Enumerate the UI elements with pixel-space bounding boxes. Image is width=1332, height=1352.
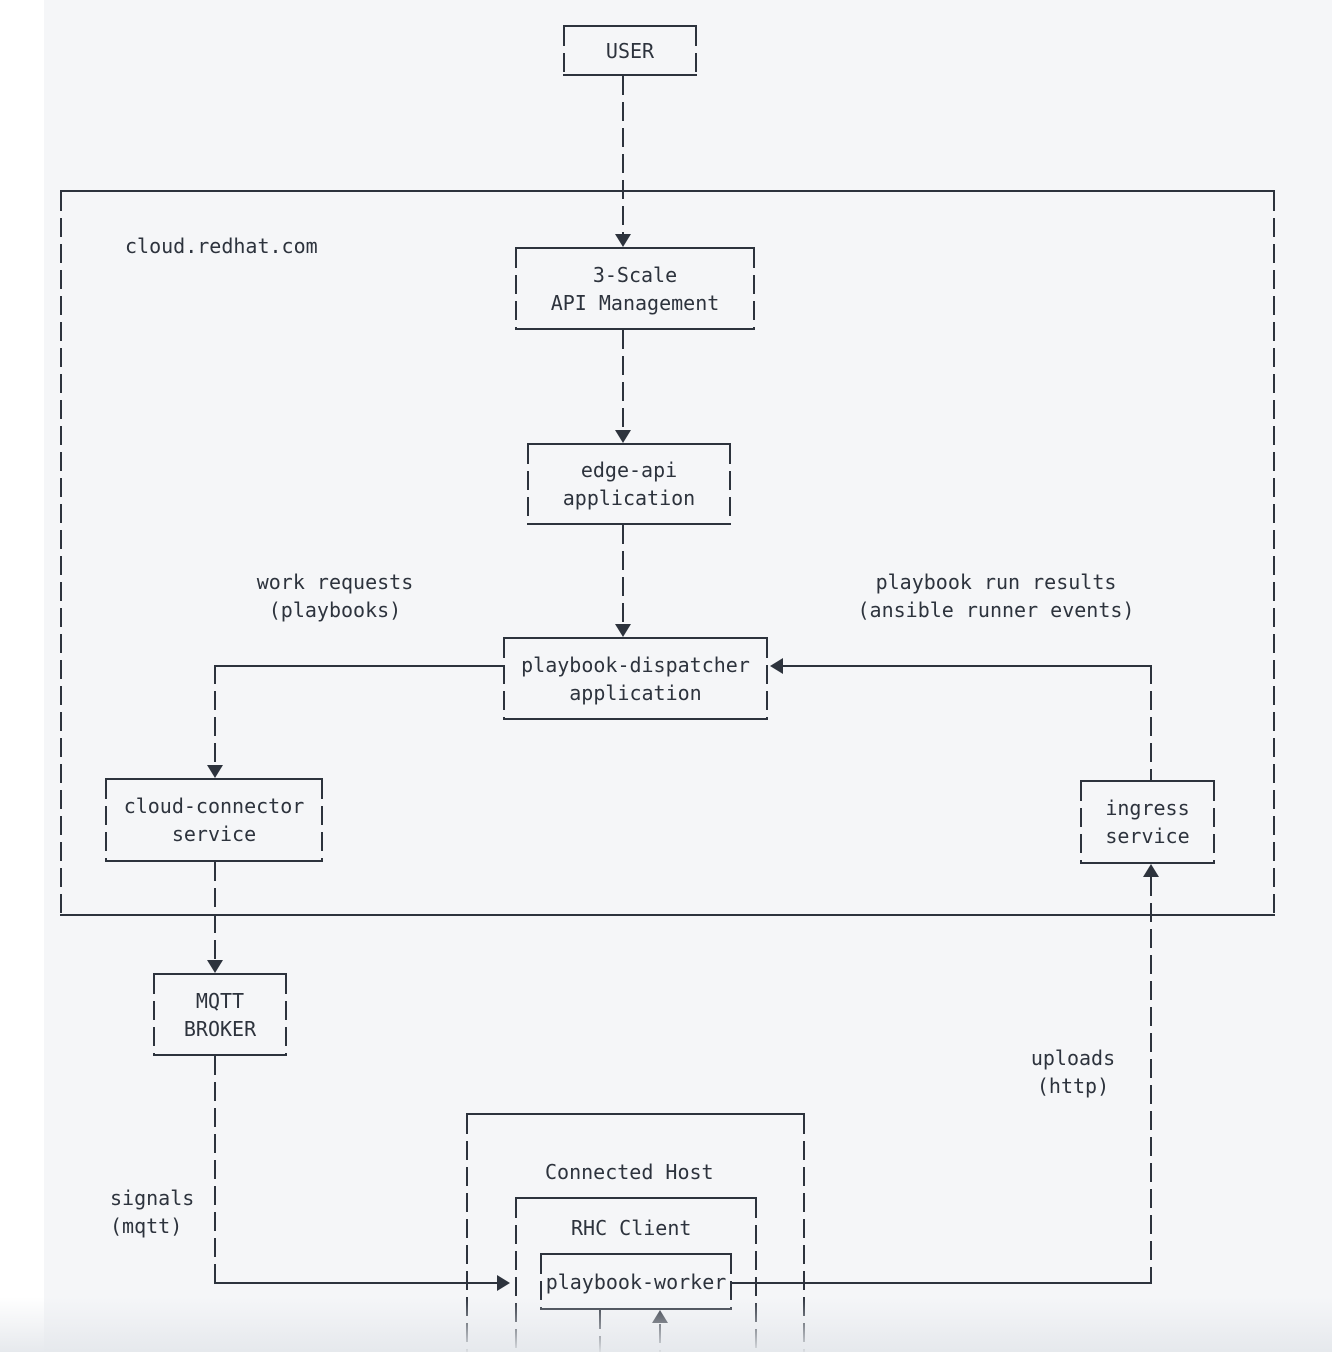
cloud-connector-node: [105, 778, 323, 862]
playbook-worker-label: playbook-worker: [545, 1269, 727, 1294]
arrowhead-into-dispatcher: [615, 624, 631, 637]
edge-mqtt-signals-v: [214, 1056, 216, 1284]
edge-cloudconnector-to-mqtt: [214, 862, 216, 960]
uploads-line2: (http): [1036, 1074, 1110, 1098]
dispatcher-line1: playbook-dispatcher: [521, 652, 750, 677]
cloud-connector-line2: service: [171, 822, 257, 846]
cloud-redhat-com-label: cloud.redhat.com: [125, 234, 318, 258]
signals-line1: signals: [110, 1186, 195, 1210]
ingress-line2: service: [1105, 824, 1190, 848]
connected-host-label: Connected Host: [545, 1160, 714, 1184]
run-results-line2: (ansible runner events): [857, 598, 1135, 622]
dispatcher-line2: application: [569, 680, 702, 705]
edge-edgeapi-to-dispatcher: [622, 525, 624, 624]
arrowhead-into-worker: [652, 1310, 668, 1323]
user-node-label: USER: [605, 38, 655, 63]
uploads-line1: uploads: [1030, 1046, 1116, 1070]
signals-line2: (mqtt): [110, 1214, 183, 1238]
arrowhead-into-edgeapi: [615, 430, 631, 443]
arrowhead-into-cloudconnector: [207, 765, 223, 778]
edge-3scale-to-edgeapi: [622, 330, 624, 430]
3scale-line2: API Management: [550, 290, 720, 315]
playbook-dispatcher-node: [503, 637, 768, 720]
mqtt-broker-node: [153, 973, 287, 1056]
3scale-api-management-node: [515, 247, 755, 330]
work-requests-line2: (playbooks): [268, 598, 402, 622]
user-node: [563, 25, 697, 76]
edge-api-line1: edge-api: [580, 458, 678, 482]
edge-ingress-to-dispatcher-v: [1150, 665, 1152, 780]
edge-user-to-3scale: [622, 76, 624, 234]
edge-ingress-to-dispatcher-h: [783, 665, 1152, 667]
uploads-label: [1013, 1044, 1133, 1100]
cloud-connector-line1: cloud-connector: [123, 794, 305, 818]
ingress-service-node: [1080, 780, 1215, 864]
signals-label: [110, 1184, 270, 1240]
arrowhead-into-dispatcher-right: [770, 658, 783, 674]
ingress-line1: ingress: [1105, 796, 1190, 820]
page-left-margin: [0, 0, 44, 1352]
work-requests-label: [175, 568, 495, 624]
edge-api-line2: application: [562, 486, 696, 510]
playbook-worker-node: [540, 1253, 732, 1310]
mqtt-line2: BROKER: [183, 1016, 257, 1041]
edge-dispatcher-to-cloudconnector-v: [214, 665, 216, 765]
arrowhead-into-3scale: [615, 234, 631, 247]
mqtt-line1: MQTT: [195, 988, 245, 1013]
3scale-line1: 3-Scale: [592, 262, 678, 287]
edge-worker-down-left: [599, 1310, 601, 1352]
rhc-client-label: RHC Client: [571, 1216, 692, 1240]
arrowhead-into-ingress: [1143, 864, 1159, 877]
run-results-line1: playbook run results: [875, 570, 1117, 594]
edge-worker-down-right: [659, 1324, 661, 1352]
edge-dispatcher-to-cloudconnector-h: [214, 665, 503, 667]
edge-mqtt-signals-h: [214, 1282, 497, 1284]
edge-api-node: [527, 443, 731, 525]
run-results-label: [836, 568, 1156, 624]
arrowhead-into-mqtt: [207, 960, 223, 973]
work-requests-line1: work requests: [256, 570, 414, 594]
edge-worker-uploads-v: [1150, 877, 1152, 1284]
